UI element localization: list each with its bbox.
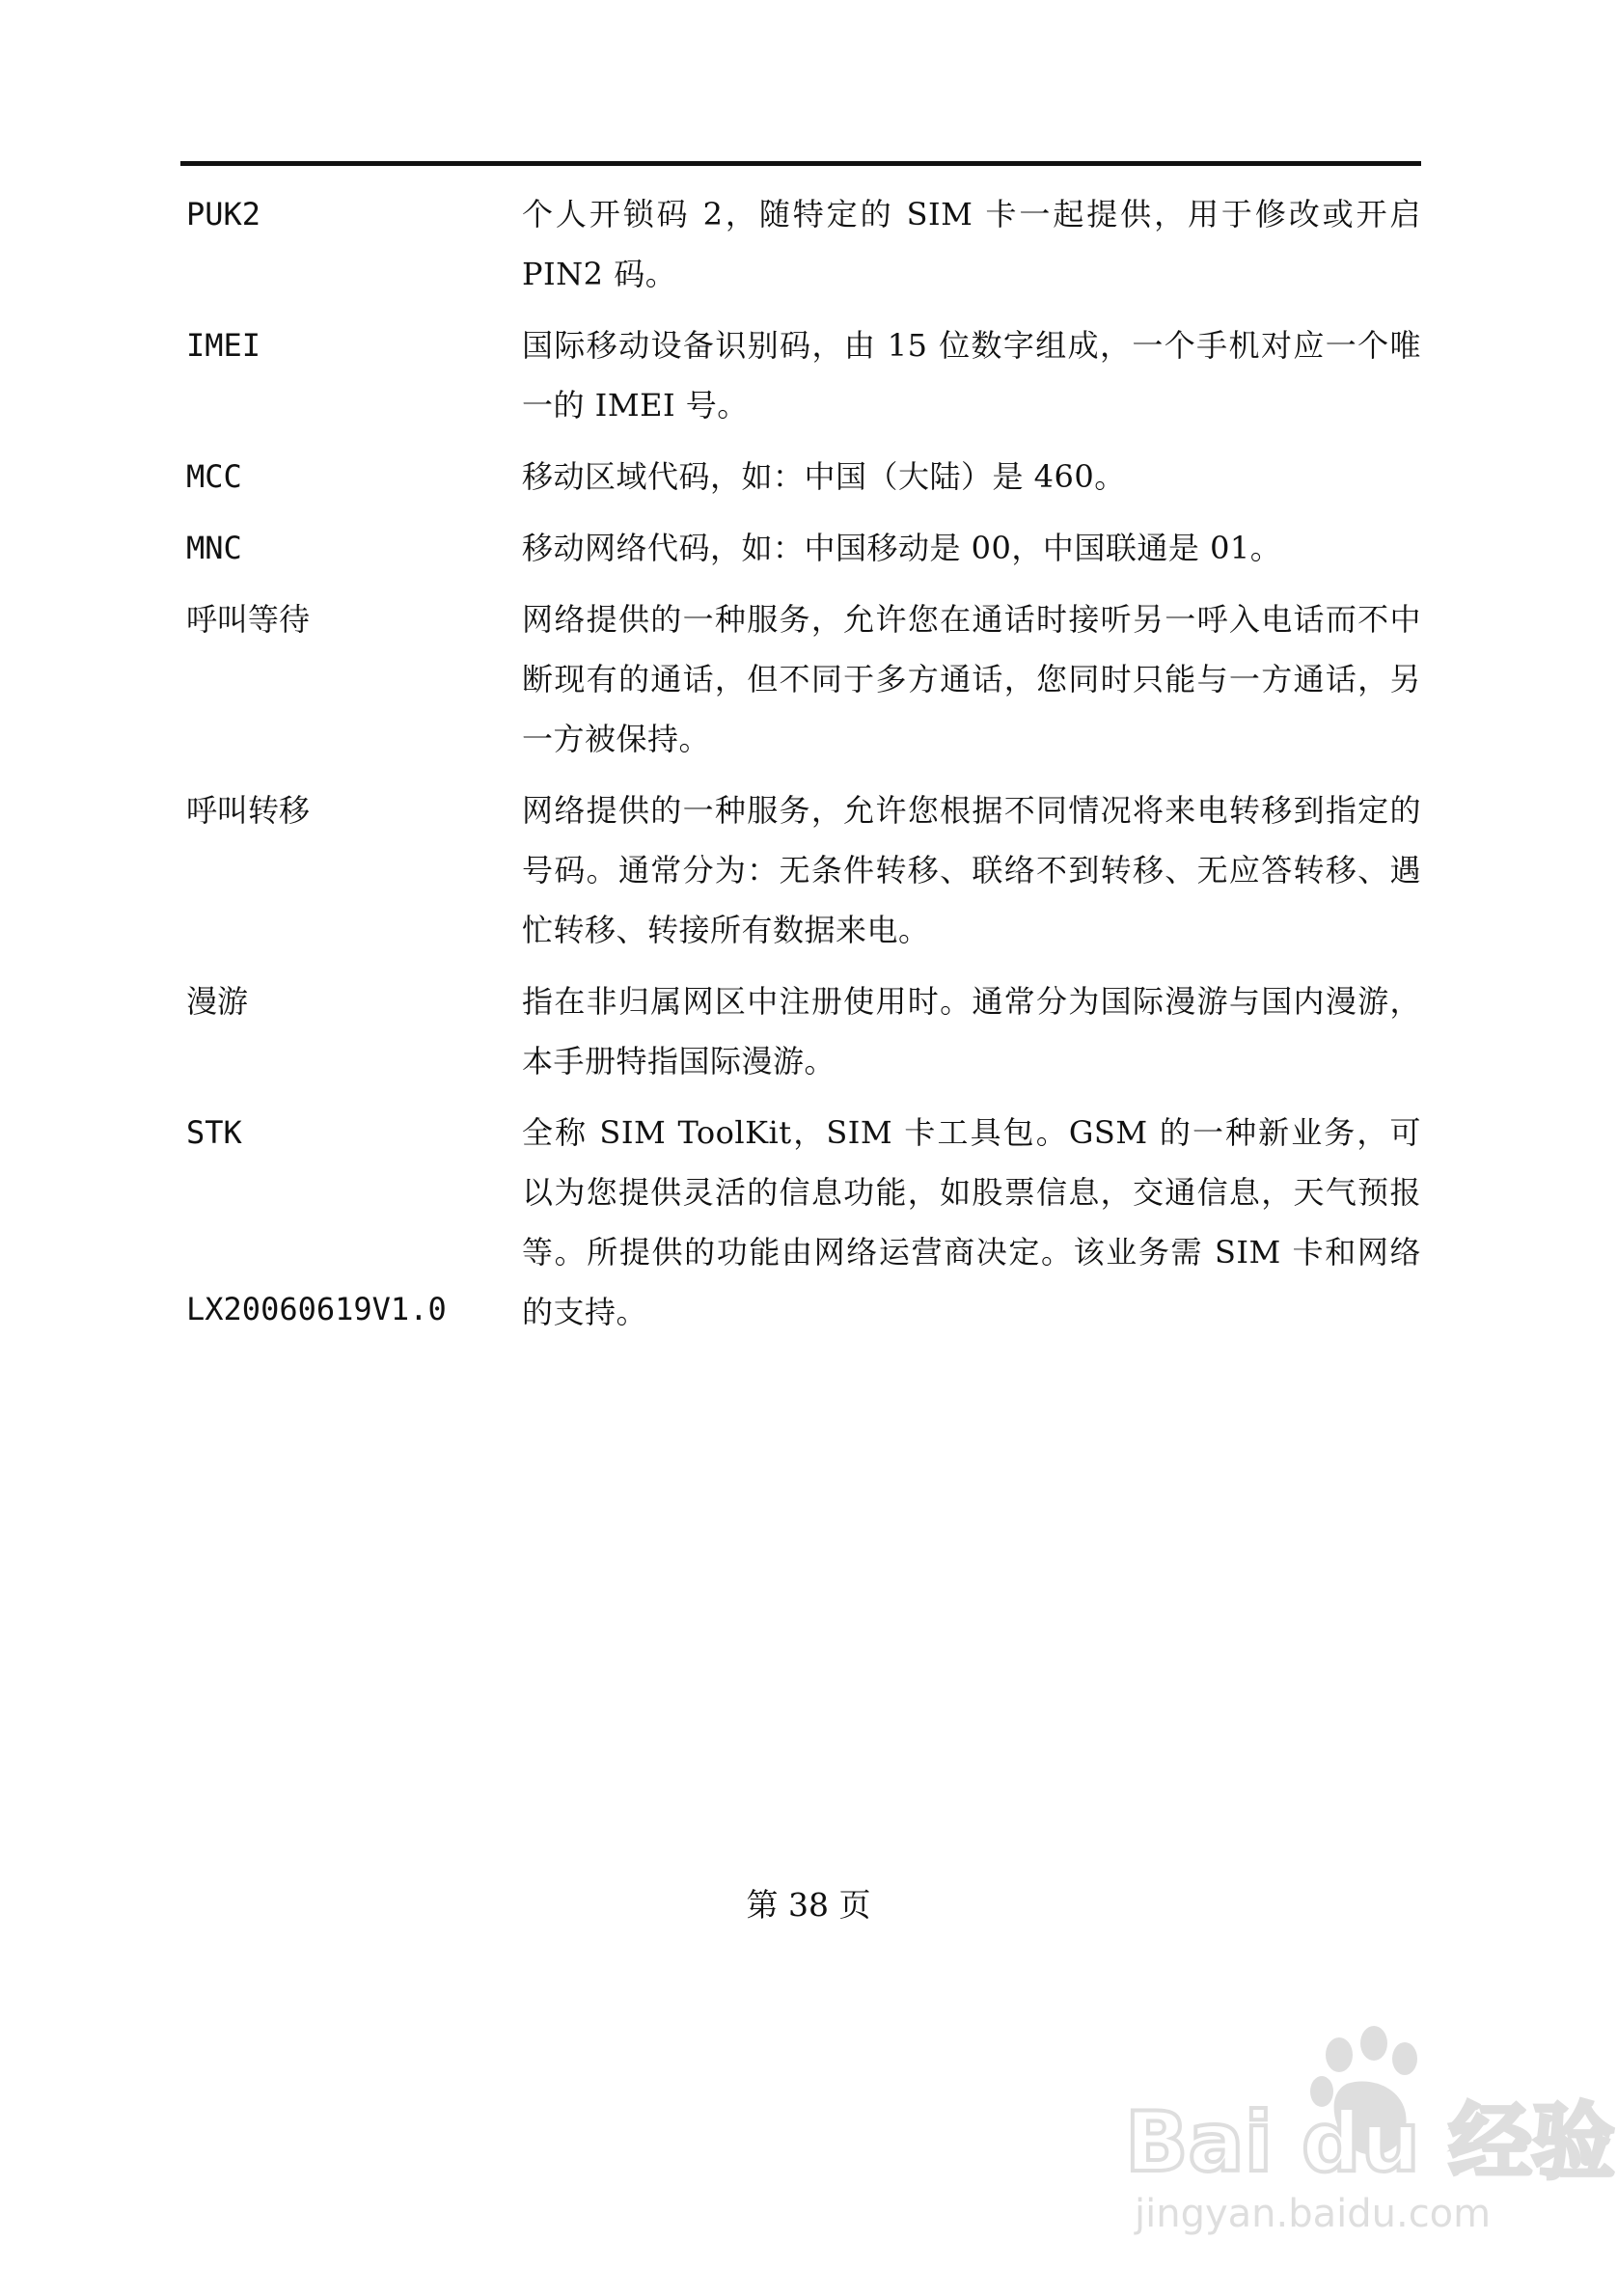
term-definition: 指在非归属网区中注册使用时。通常分为国际漫游与国内漫游，本手册特指国际漫游。	[522, 983, 1421, 1080]
term-label: 呼叫等待	[186, 601, 311, 638]
glossary-entry-roaming	[186, 971, 1421, 1091]
term-label: MCC	[186, 458, 242, 495]
term-label: PUK2	[186, 196, 261, 232]
term-label: 漫游	[186, 983, 249, 1020]
glossary-entry-puk2	[186, 184, 1421, 304]
term-definition: 网络提供的一种服务，允许您根据不同情况将来电转移到指定的号码。通常分为：无条件转移、联络不到转移、无应答转移、遇忙转移、转接所有数据来电。	[522, 792, 1421, 948]
term-label: 呼叫转移	[186, 792, 311, 829]
term-definition: 移动网络代码，如：中国移动是 00，中国联通是 01。	[522, 530, 1282, 566]
term-definition: 个人开锁码 2，随特定的 SIM 卡一起提供，用于修改或开启 PIN2 码。	[522, 196, 1421, 292]
glossary-list	[186, 184, 1421, 1353]
glossary-entry-imei	[186, 315, 1421, 435]
watermark-url: jingyan.baidu.com	[1135, 2192, 1492, 2236]
watermark-logo-text: Bai du 经验	[1125, 2094, 1615, 2191]
term-label: IMEI	[186, 327, 261, 364]
term-label: MNC	[186, 530, 242, 566]
glossary-entry-mnc	[186, 518, 1421, 578]
page-number: 第 38 页	[746, 1886, 871, 1924]
watermark-logo	[1115, 2016, 1615, 2238]
glossary-entry-call-waiting	[186, 589, 1421, 769]
term-label: STK	[186, 1114, 242, 1151]
term-definition: 全称 SIM ToolKit，SIM 卡工具包。GSM 的一种新业务，可以为您提供灵活的信息功能，如股票信息，交通信息，天气预报等。所提供的功能由网络运营商决定。该业务需 SIM 卡和网络的支持。	[522, 1114, 1421, 1330]
glossary-entry-call-forwarding	[186, 780, 1421, 960]
term-definition: 网络提供的一种服务，允许您在通话时接听另一呼入电话而不中断现有的通话，但不同于多方通话，您同时只能与一方通话，另一方被保持。	[522, 601, 1421, 757]
term-definition: 国际移动设备识别码，由 15 位数字组成，一个手机对应一个唯一的 IMEI 号。	[522, 327, 1421, 424]
term-definition: 移动区域代码，如：中国（大陆）是 460。	[522, 458, 1126, 495]
version-code: LX20060619V1.0	[186, 1291, 447, 1327]
glossary-entry-mcc	[186, 447, 1421, 506]
baidu-jingyan-watermark	[1115, 2016, 1615, 2238]
header-rule	[180, 161, 1421, 166]
